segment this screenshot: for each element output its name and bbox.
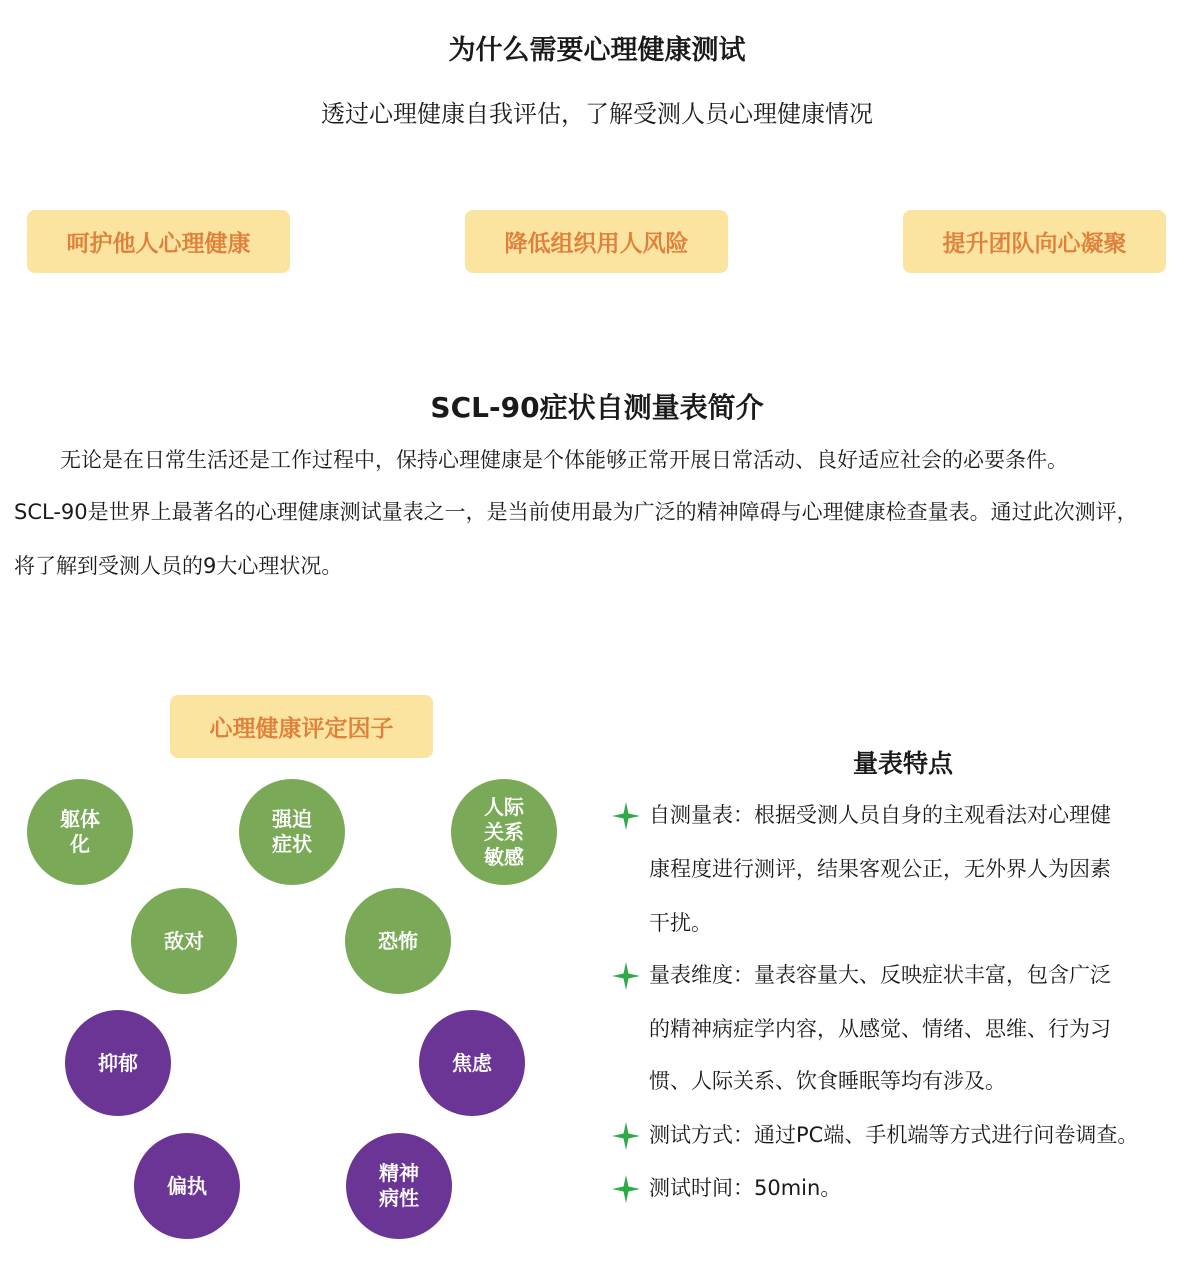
factor-circle-phobic	[345, 888, 451, 994]
factors-title: 心理健康评定因子	[209, 716, 394, 742]
factor-circle-paranoid	[134, 1133, 240, 1239]
factor-label: 症状	[272, 832, 312, 856]
factor-circle-somatization	[27, 779, 133, 885]
features-title: 量表特点	[852, 749, 953, 778]
factor-circle-interpersonal	[451, 779, 557, 885]
scl-paragraph-line-3: 将了解到受测人员的9大心理状况。	[14, 554, 343, 578]
benefit-pill-1	[27, 210, 290, 273]
feature-2-line-2: 的精神病症学内容，从感觉、情绪、思维、行为习	[649, 1017, 1111, 1041]
factor-circle-psychoticism	[346, 1133, 452, 1239]
factor-label: 恐怖	[378, 928, 418, 953]
feature-1-line-1: 自测量表：根据受测人员自身的主观看法对心理健	[649, 803, 1111, 827]
factor-circle-hostility	[131, 888, 237, 994]
benefit-label: 提升团队向心凝聚	[942, 231, 1127, 257]
factor-label: 化	[70, 832, 90, 856]
factor-circle-depression	[65, 1010, 171, 1116]
scl-paragraph-line-2: SCL-90是世界上最著名的心理健康测试量表之一，是当前使用最为广泛的精神障碍与心理健康检查量表。通过此次测评，	[14, 500, 1138, 524]
green-star-icon	[611, 1174, 641, 1204]
factor-label: 病性	[379, 1186, 419, 1210]
factor-label: 精神	[379, 1161, 419, 1185]
factor-label: 焦虑	[452, 1050, 492, 1075]
feature-2-line-1: 量表维度：量表容量大、反映症状丰富，包含广泛	[649, 963, 1111, 987]
benefit-label: 降低组织用人风险	[504, 231, 689, 257]
benefit-pill-3	[903, 210, 1166, 273]
factor-label: 强迫	[272, 807, 312, 831]
feature-1-line-3: 干扰。	[649, 911, 712, 935]
scl-title: SCL-90症状自测量表简介	[430, 391, 764, 424]
factor-label: 关系	[484, 819, 524, 844]
scl-paragraph-line-1: 无论是在日常生活还是工作过程中，保持心理健康是个体能够正常开展日常活动、良好适应社会的必要条件。	[60, 448, 1068, 472]
factor-label: 敌对	[164, 928, 204, 953]
section-subtitle: 透过心理健康自我评估，了解受测人员心理健康情况	[321, 100, 873, 128]
factor-label: 抑郁	[98, 1050, 138, 1075]
section-title-why: 为什么需要心理健康测试	[448, 35, 746, 66]
benefit-pill-2	[465, 210, 728, 273]
feature-4-line-1: 测试时间：50min。	[649, 1176, 842, 1200]
factor-circle-anxiety	[419, 1010, 525, 1116]
feature-1-line-2: 康程度进行测评，结果客观公正，无外界人为因素	[649, 857, 1111, 881]
feature-2-line-3: 惯、人际关系、饮食睡眠等均有涉及。	[649, 1069, 1006, 1093]
green-star-icon	[611, 961, 641, 991]
factor-label: 人际	[484, 794, 524, 819]
green-star-icon	[611, 801, 641, 831]
factor-circle-obsessive	[239, 779, 345, 885]
green-star-icon	[611, 1121, 641, 1151]
factors-title-pill	[170, 695, 433, 758]
benefit-label: 呵护他人心理健康	[66, 231, 251, 257]
factor-label: 躯体	[60, 807, 100, 831]
factor-label: 敏感	[484, 844, 524, 869]
feature-3-line-1: 测试方式：通过PC端、手机端等方式进行问卷调查。	[649, 1123, 1139, 1147]
factor-label: 偏执	[167, 1173, 207, 1198]
